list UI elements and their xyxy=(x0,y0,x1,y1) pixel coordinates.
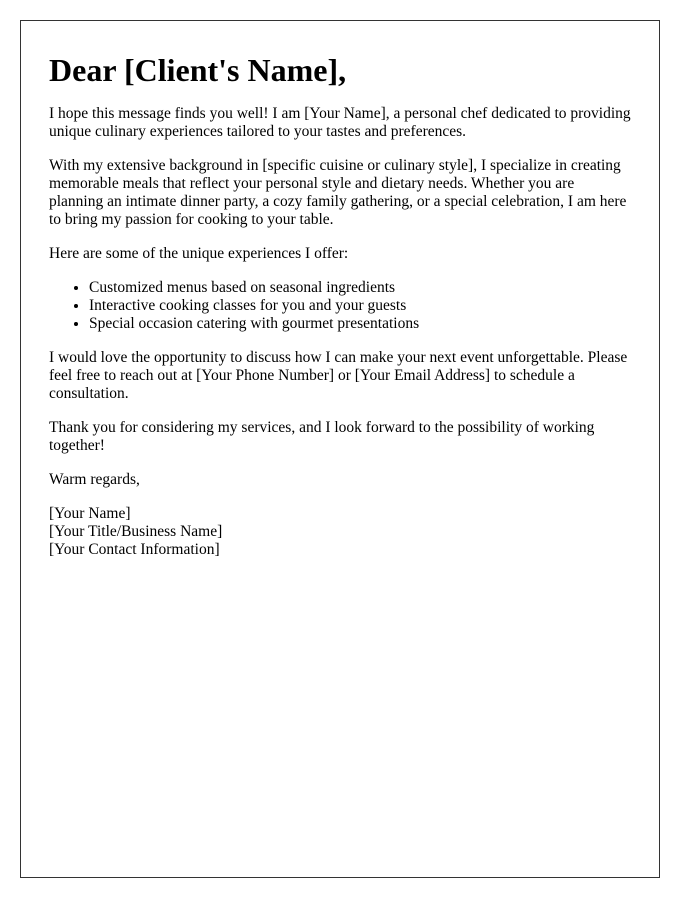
letter-greeting: Dear [Client's Name], xyxy=(49,52,347,88)
signature-title: [Your Title/Business Name] xyxy=(49,523,223,540)
contact-paragraph: I would love the opportunity to discuss how I can make your next event unforgettable. Please feel free to reach out at [Your Phone Number] or [Your Email Address] to schedule a consultation. xyxy=(49,349,628,402)
intro-paragraph: I hope this message finds you well! I am [Your Name], a personal chef dedicated to providing unique culinary experiences tailored to your tastes and preferences. xyxy=(49,105,631,140)
list-item: • Interactive cooking classes for you and your guests xyxy=(89,297,631,315)
list-item: • Special occasion catering with gourmet presentations xyxy=(89,315,631,333)
signoff: Warm regards, xyxy=(49,471,140,488)
list-item: • Customized menus based on seasonal ingredients xyxy=(89,279,631,297)
offerings-list xyxy=(49,279,631,333)
signature-contact: [Your Contact Information] xyxy=(49,541,220,558)
signature-name: [Your Name] xyxy=(49,505,131,522)
thanks-paragraph: Thank you for considering my services, and I look forward to the possibility of working together! xyxy=(49,419,595,454)
letter-page xyxy=(20,20,660,878)
offerings-intro-paragraph: Here are some of the unique experiences I offer: xyxy=(49,245,349,262)
signature-block xyxy=(49,505,631,559)
background-paragraph: With my extensive background in [specific cuisine or culinary style], I specialize in creating memorable meals that reflect your personal style and dietary needs. Whether you are planning an intimate dinner party, a cozy family gathering, or a special celebration, I am here to bring my passion for cooking to your table. xyxy=(49,157,627,228)
